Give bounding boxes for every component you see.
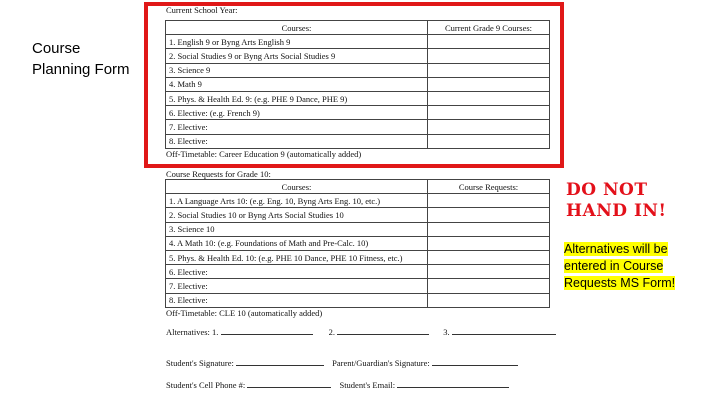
grade10-col-requests: Course Requests: (428, 180, 550, 194)
grade9-off-timetable: Off-Timetable: Career Education 9 (automatically added) (166, 149, 362, 159)
alternatives-note (564, 241, 698, 292)
warning-line1: DO NOT (566, 180, 648, 200)
alternative-3-field[interactable] (452, 326, 556, 335)
warning-line2: HAND IN! (566, 201, 667, 221)
grade9-col-courses: Courses: (166, 21, 428, 35)
table-row (166, 222, 550, 236)
alternative-2-label: 2. (328, 327, 336, 337)
grade10-row-label: 5. Phys. & Health Ed. 10: (e.g. PHE 10 Dance, PHE 10 Fitness, etc.) (166, 250, 428, 264)
parent-signature-field[interactable] (432, 357, 518, 366)
parent-signature-label: Parent/Guardian's Signature: (332, 358, 430, 368)
alternative-1-field[interactable] (221, 326, 313, 335)
grade10-row-label: 8. Elective: (166, 293, 428, 307)
student-email-field[interactable] (397, 379, 509, 388)
grade10-row-label: 7. Elective: (166, 279, 428, 293)
current-year-label: Current School Year: (166, 5, 238, 15)
alternatives-note-text: Alternatives will be entered in Course Requests MS Form! (564, 242, 676, 290)
contact-row (166, 379, 509, 390)
grade10-table (165, 179, 550, 308)
grade10-off-timetable: Off-Timetable: CLE 10 (automatically added) (166, 308, 323, 318)
alternatives-label: Alternatives: 1. (166, 327, 219, 337)
grade10-entry-cell[interactable] (428, 208, 550, 222)
alternative-2-field[interactable] (337, 326, 429, 335)
grade9-row-label: 4. Math 9 (166, 77, 428, 91)
grade9-highlight-box (144, 2, 564, 168)
grade10-row-label: 6. Elective: (166, 265, 428, 279)
student-signature-label: Student's Signature: (166, 358, 234, 368)
grade9-row-label: 8. Elective: (166, 134, 428, 148)
grade10-entry-cell[interactable] (428, 265, 550, 279)
grade10-entry-cell[interactable] (428, 236, 550, 250)
grade9-col-current: Current Grade 9 Courses: (428, 21, 550, 35)
grade10-entry-cell[interactable] (428, 222, 550, 236)
grade10-header-row (166, 180, 550, 194)
grade10-row-label: 3. Science 10 (166, 222, 428, 236)
slide-title-line1: Course (32, 40, 81, 57)
grade10-row-label: 4. A Math 10: (e.g. Foundations of Math and Pre-Calc. 10) (166, 236, 428, 250)
grade10-entry-cell[interactable] (428, 279, 550, 293)
signature-row (166, 357, 518, 368)
student-signature-field[interactable] (236, 357, 324, 366)
alternatives-row (166, 326, 556, 337)
table-row (166, 250, 550, 264)
table-row (166, 265, 550, 279)
table-row (166, 236, 550, 250)
student-cell-field[interactable] (247, 379, 331, 388)
slide-title (32, 38, 130, 80)
slide-title-line2: Planning Form (32, 61, 130, 78)
table-row (166, 293, 550, 307)
table-row (166, 279, 550, 293)
grade10-col-courses: Courses: (166, 180, 428, 194)
student-email-label: Student's Email: (339, 380, 396, 390)
grade10-row-label: 2. Social Studies 10 or Byng Arts Social Studies 10 (166, 208, 428, 222)
grade10-entry-cell[interactable] (428, 194, 550, 208)
grade9-row-label: 7. Elective: (166, 120, 428, 134)
alternative-3-label: 3. (443, 327, 450, 337)
grade10-entry-cell[interactable] (428, 293, 550, 307)
grade9-row-label: 6. Elective: (e.g. French 9) (166, 106, 428, 120)
do-not-hand-in-warning (566, 180, 666, 222)
student-cell-label: Student's Cell Phone #: (166, 380, 246, 390)
grade9-row-label: 2. Social Studies 9 or Byng Arts Social Studies 9 (166, 49, 428, 63)
grade10-entry-cell[interactable] (428, 250, 550, 264)
grade9-row-label: 5. Phys. & Health Ed. 9: (e.g. PHE 9 Dance, PHE 9) (166, 91, 428, 105)
table-row (166, 208, 550, 222)
table-row (166, 194, 550, 208)
grade9-row-label: 3. Science 9 (166, 63, 428, 77)
grade10-row-label: 1. A Language Arts 10: (e.g. Eng. 10, Byng Arts Eng. 10, etc.) (166, 194, 428, 208)
grade9-row-label: 1. English 9 or Byng Arts English 9 (166, 35, 428, 49)
grade10-label: Course Requests for Grade 10: (166, 169, 271, 179)
